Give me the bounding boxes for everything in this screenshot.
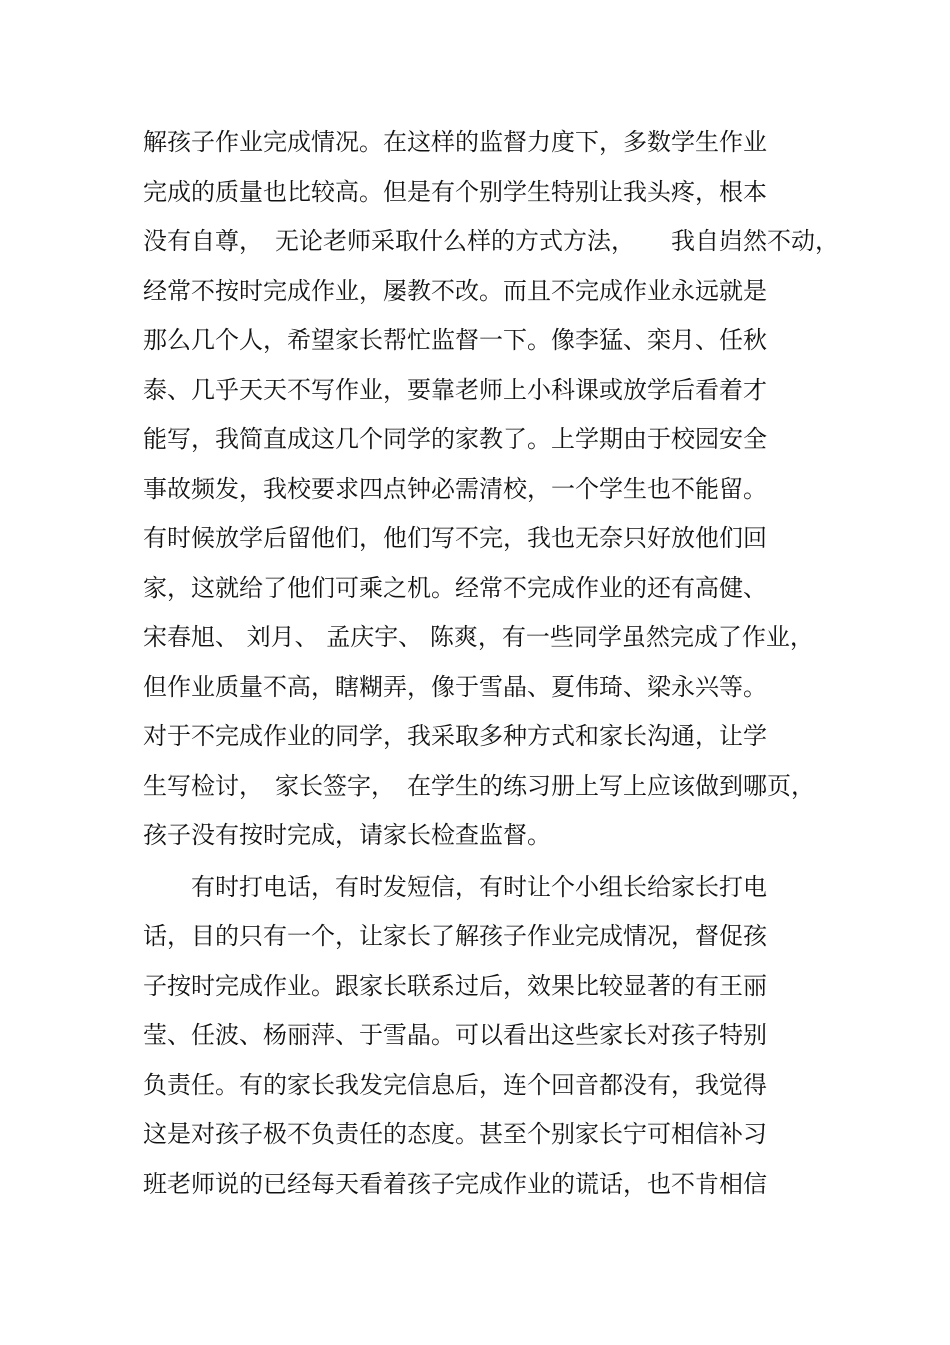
text-line: 负责任。有的家长我发完信息后，连个回音都没有，我觉得 (143, 1070, 767, 1099)
text-line: 话，目的只有一个，让家长了解孩子作业完成情况，督促孩 (143, 922, 767, 950)
text-line: 这是对孩子极不负责任的态度。甚至个别家长宁可相信补习 (143, 1120, 767, 1148)
text-line: 那么几个人，希望家长帮忙监督一下。像李猛、栾月、任秋 (143, 326, 767, 354)
text-line: 经常不按时完成作业，屡教不改。而且不完成作业永远就是 (143, 276, 767, 305)
text-line: 家，这就给了他们可乘之机。经常不完成作业的还有高健、 (143, 573, 767, 602)
text-line: 宋春旭、 刘月、 孟庆宇、 陈爽，有一些同学虽然完成了作业， (143, 623, 814, 651)
text-line-indented: 有时打电话，有时发短信，有时让个小组长给家长打电 (191, 872, 767, 901)
text-line: 没有自尊， 无论老师采取什么样的方式方法， 我自岿然不动， (143, 227, 839, 255)
text-line: 完成的质量也比较高。但是有个别学生特别让我头疼，根本 (143, 177, 767, 206)
document-body (143, 118, 839, 1209)
text-line: 解孩子作业完成情况。在这样的监督力度下，多数学生作业 (143, 128, 767, 156)
text-line: 对于不完成作业的同学，我采取多种方式和家长沟通，让学 (143, 722, 767, 750)
text-line: 莹、任波、杨丽萍、于雪晶。可以看出这些家长对孩子特别 (143, 1021, 767, 1049)
text-line: 班老师说的已经每天看着孩子完成作业的谎话，也不肯相信 (143, 1169, 767, 1198)
text-line: 有时候放学后留他们，他们写不完，我也无奈只好放他们回 (143, 524, 767, 552)
paragraph-1 (143, 118, 839, 861)
paragraph-2 (143, 863, 803, 1210)
text-line: 泰、几乎天天不写作业，要靠老师上小科课或放学后看着才 (143, 375, 767, 404)
text-line: 孩子没有按时完成，请家长检查监督。 (143, 821, 551, 849)
text-line: 子按时完成作业。跟家长联系过后，效果比较显著的有王丽 (143, 971, 767, 1000)
text-line: 但作业质量不高，瞎糊弄，像于雪晶、夏伟琦、梁永兴等。 (143, 672, 767, 701)
text-line: 事故频发，我校要求四点钟必需清校，一个学生也不能留。 (143, 474, 767, 503)
text-line: 生写检讨， 家长签字， 在学生的练习册上写上应该做到哪页， (143, 771, 815, 800)
text-line: 能写，我简直成这几个同学的家教了。上学期由于校园安全 (143, 425, 767, 453)
